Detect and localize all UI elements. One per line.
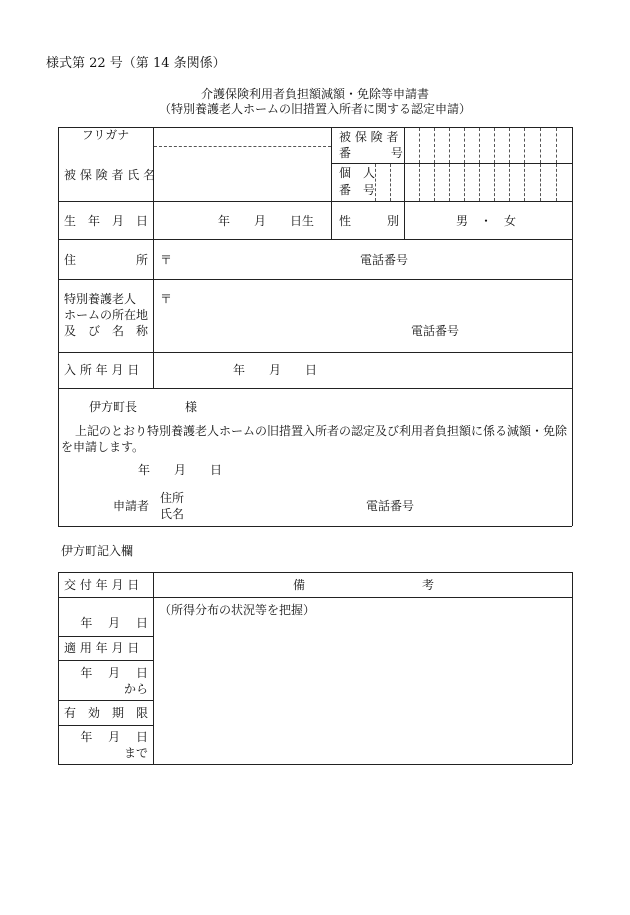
valid-period-label: 有 効 期 限 (64, 706, 149, 720)
address-label: 住 所 (64, 253, 149, 267)
sex-options[interactable]: 男 ・ 女 (456, 214, 517, 228)
remarks-note: （所得分布の状況等を把握） (159, 603, 316, 617)
furigana-field[interactable] (155, 129, 329, 145)
sex-label: 性 別 (339, 214, 400, 228)
application-text-line1: 上記のとおり特別養護老人ホームの旧措置入所者の認定及び利用者負担額に係る減額・免除 (75, 424, 568, 438)
from-label: から (123, 682, 148, 696)
applicant-phone-label: 電話番号 (366, 499, 415, 513)
remarks-header-1: 備 (293, 578, 306, 592)
form-title: 介護保険利用者負担額減額・免除等申請書 (200, 87, 429, 101)
facility-label-1: 特別養護老人 (64, 292, 137, 306)
applicant-name-label: 氏名 (160, 507, 185, 521)
applicant-label: 申請者 (113, 499, 150, 513)
insured-name-field[interactable] (155, 148, 329, 200)
personal-number-label-1: 個 人 (339, 166, 376, 180)
valid-period-value[interactable]: 年 月 日 (80, 730, 148, 744)
remarks-header-2: 考 (422, 578, 435, 592)
dob-label: 生 年 月 日 (64, 214, 149, 228)
facility-postal-mark: 〒 (160, 292, 173, 306)
apply-date-label: 適 用 年 月 日 (64, 641, 140, 655)
facility-field[interactable] (176, 282, 566, 318)
admission-date-label: 入 所 年 月 日 (64, 363, 140, 377)
apply-date-value[interactable]: 年 月 日 (80, 666, 148, 680)
insured-number-field[interactable] (405, 128, 571, 162)
form-subtitle: （特別養護老人ホームの旧措置入所者に関する認定申請） (158, 102, 471, 116)
address-postal-mark: 〒 (160, 253, 173, 267)
admission-date-value[interactable]: 年 月 日 (233, 363, 318, 377)
remarks-field[interactable] (156, 622, 568, 760)
issue-date-value[interactable]: 年 月 日 (80, 616, 148, 630)
form-number: 様式第 22 号（第 14 条関係） (46, 56, 226, 71)
application-date[interactable]: 年 月 日 (138, 463, 223, 477)
address-field[interactable] (176, 242, 356, 276)
insured-name-label: 被 保 険 者 氏 名 (64, 168, 156, 182)
address-phone-field[interactable] (412, 242, 570, 276)
insured-number-label-1: 被 保 険 者 (339, 130, 399, 144)
facility-phone-label: 電話番号 (411, 324, 460, 338)
insured-number-label-2: 番 号 (339, 146, 403, 160)
until-label: まで (123, 746, 148, 760)
applicant-address-label: 住所 (160, 491, 185, 505)
facility-label-2: ホームの所在地 (64, 308, 149, 322)
addressee: 伊方町長 様 (89, 400, 198, 414)
dob-value[interactable]: 年 月 日生 (218, 214, 315, 228)
personal-number-label-2: 番 号 (339, 183, 376, 197)
facility-label-3: 及 び 名 称 (64, 324, 149, 338)
application-text-line2: を申請します。 (61, 440, 145, 454)
address-phone-label: 電話番号 (360, 253, 409, 267)
issue-date-label: 交 付 年 月 日 (64, 578, 140, 592)
personal-number-field[interactable] (375, 164, 571, 200)
furigana-label: フリガナ (81, 128, 130, 142)
applicant-field[interactable] (188, 488, 358, 522)
office-section-title: 伊方町記入欄 (61, 544, 134, 558)
